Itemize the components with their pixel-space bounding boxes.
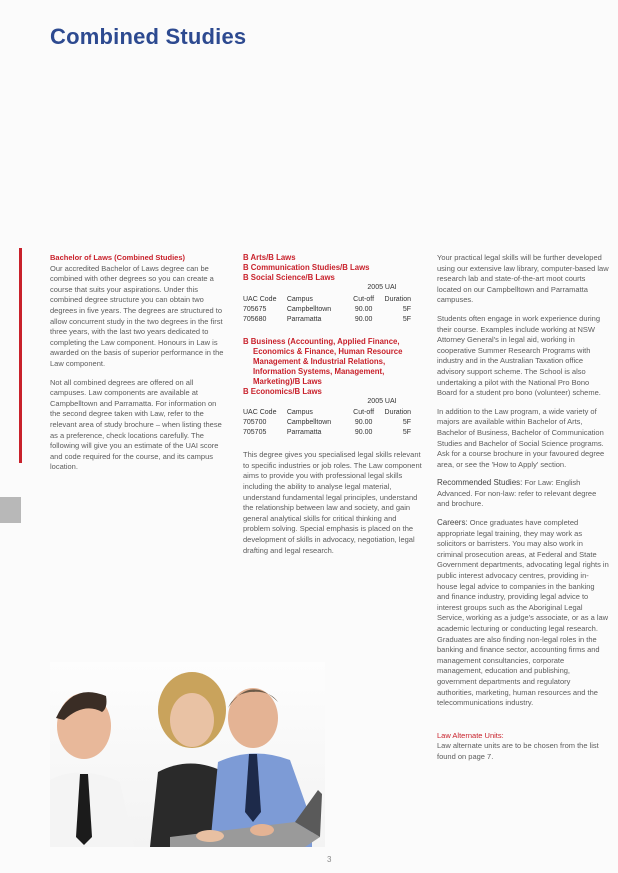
table-row bbox=[243, 315, 423, 325]
program-name: B Economics/B Laws bbox=[243, 386, 322, 396]
degree-description: This degree gives you specialised legal skills relevant to specific industries or job roles. The Law component aims to provide you with professional legal skills including the ability to analyse legal material, understand fundamental legal principles, understand the relationship between law and society, and gain general analytical skills for critical thinking and problem solving. Special emphasis is placed on the development of skills in advocacy, negotiation, legal drafting and legal research. bbox=[243, 450, 422, 555]
column-programs bbox=[243, 253, 423, 564]
cell-campus: Campbelltown bbox=[286, 305, 332, 313]
header-uac-code: UAC Code bbox=[243, 409, 277, 417]
cell-duration: 5F bbox=[402, 419, 411, 427]
recommended-studies bbox=[437, 478, 609, 510]
program-name: B Business (Accounting, Applied Finance, Economics & Finance, Human Resource Management & Industrial Relations, Information Systems, Management, Marketing)/B Laws bbox=[243, 336, 403, 386]
program-list-1 bbox=[243, 253, 423, 283]
page-number: 3 bbox=[327, 855, 332, 864]
alt-units-text: Law alternate units are to be chosen from the list found on page 7. bbox=[437, 741, 599, 761]
header-campus: Campus bbox=[286, 295, 313, 303]
intro-paragraph: Our accredited Bachelor of Laws degree can be combined with other degrees so you can create a course that suits your aspirations. Under this combined degree structure you can obtain two degrees in five years. The degrees are structured to allow concurrent study in the two degrees in the first three years, with the last two years dedicated to completing the Law component. Honours in Law is awarded on the basis of superior performance in the Law component. bbox=[50, 263, 224, 368]
work-experience-paragraph: Students often engage in work experience during their course. Examples include working at NSW Attorney General's in legal aid, working in cooperative Summer Research Programs with industry and in the Australian Taxation office advisory support scheme. The School is also undertaking a pilot with the National Pro Bono Board for a student pro bono (volunteer) scheme. bbox=[437, 313, 601, 398]
header-duration: Duration bbox=[384, 409, 411, 417]
campus-paragraph: Not all combined degrees are offered on all campuses. Law components are available at Campbelltown and Parramatta. For information on the second degree taken with Law, refer to the relevant area of study brochure – when listing these as a preference, check locations carefully. The following will give you an estimate of the UAI score and code required for the course, and its campus location. bbox=[50, 377, 222, 472]
cell-cutoff: 90.00 bbox=[354, 305, 373, 313]
alt-units-heading: Law Alternate Units: bbox=[437, 730, 504, 740]
cell-cutoff: 90.00 bbox=[354, 315, 373, 323]
column-details bbox=[437, 253, 609, 771]
header-duration: Duration bbox=[384, 295, 411, 303]
program-name: B Social Science/B Laws bbox=[243, 273, 335, 282]
table-header-row bbox=[243, 295, 423, 305]
program-name: B Arts/B Laws bbox=[243, 253, 296, 262]
recommended-studies-text: For Law: English Advanced. For non-law: refer to relevant degree and brochure. bbox=[437, 478, 597, 509]
edge-tab-gray bbox=[0, 497, 21, 523]
uai-year-label: 2005 UAI bbox=[367, 284, 397, 291]
header-campus: Campus bbox=[286, 409, 313, 417]
cell-cutoff: 90.00 bbox=[354, 429, 373, 437]
uai-year-label: 2005 UAI bbox=[367, 397, 397, 405]
header-cutoff: Cut-off bbox=[353, 295, 375, 303]
legal-skills-paragraph: Your practical legal skills will be further developed using our extensive law library, computer-based law research lab and state-of-the-art moot courts located on our Campbelltown and Parramatta campuses. bbox=[437, 253, 609, 305]
column-intro bbox=[50, 253, 228, 481]
cell-duration: 5F bbox=[402, 429, 411, 437]
cell-campus: Campbelltown bbox=[286, 419, 332, 427]
table-row bbox=[243, 418, 423, 428]
program-name: B Communication Studies/B Laws bbox=[243, 263, 370, 272]
table-header-row bbox=[243, 408, 423, 418]
cell-uac-code: 705675 bbox=[243, 305, 267, 313]
program-list-2 bbox=[243, 337, 423, 397]
cell-uac-code: 705680 bbox=[243, 315, 267, 323]
cell-campus: Parramatta bbox=[286, 315, 322, 323]
careers bbox=[437, 518, 609, 709]
majors-paragraph: In addition to the Law program, a wide variety of majors are available within Bachelor of Arts, Bachelor of Business, Bachelor of Communication Studies and Bachelor of Social Science programs. Ask for a course brochure in your favoured degree area, or see the 'How to Apply' section. bbox=[437, 406, 605, 469]
cell-uac-code: 705700 bbox=[243, 419, 267, 427]
cell-duration: 5F bbox=[402, 305, 411, 313]
careers-text: Once graduates have completed appropriate legal training, they may work as solicitors or barristers. You may also work in criminal prosecution areas, at Federal and State Government departments, advocating legal rights in public interest advocacy centres, providing in-house legal advice to companies in the banking and finance industry, providing legal advice to interest groups such as the Aboriginal Legal Service, working as a judge's associate, or as a law academic lecturing or conducting legal research. Graduates are also finding non-legal roles in the banking and finance sector, accounting firms and management consultancies, corporate management, education and publishing, government departments and regulatory authorities, marketing, human resources and the telecommunications industry. bbox=[437, 518, 609, 708]
students-photo bbox=[50, 662, 325, 847]
page-title: Combined Studies bbox=[50, 24, 247, 49]
table-row bbox=[243, 428, 423, 438]
recommended-studies-label: Recommended Studies: bbox=[437, 478, 523, 488]
edge-tab-red bbox=[19, 248, 22, 463]
cell-duration: 5F bbox=[402, 315, 411, 323]
uai-table-2 bbox=[243, 408, 423, 438]
uai-table-1 bbox=[243, 295, 423, 325]
section-heading-bachelor-of-laws: Bachelor of Laws (Combined Studies) bbox=[50, 253, 186, 262]
students-illustration bbox=[50, 662, 325, 847]
cell-campus: Parramatta bbox=[286, 429, 322, 437]
header-uac-code: UAC Code bbox=[243, 295, 277, 303]
table-row bbox=[243, 305, 423, 315]
cell-uac-code: 705705 bbox=[243, 429, 267, 437]
careers-label: Careers: bbox=[437, 518, 468, 528]
header-cutoff: Cut-off bbox=[353, 409, 375, 417]
cell-cutoff: 90.00 bbox=[354, 419, 373, 427]
